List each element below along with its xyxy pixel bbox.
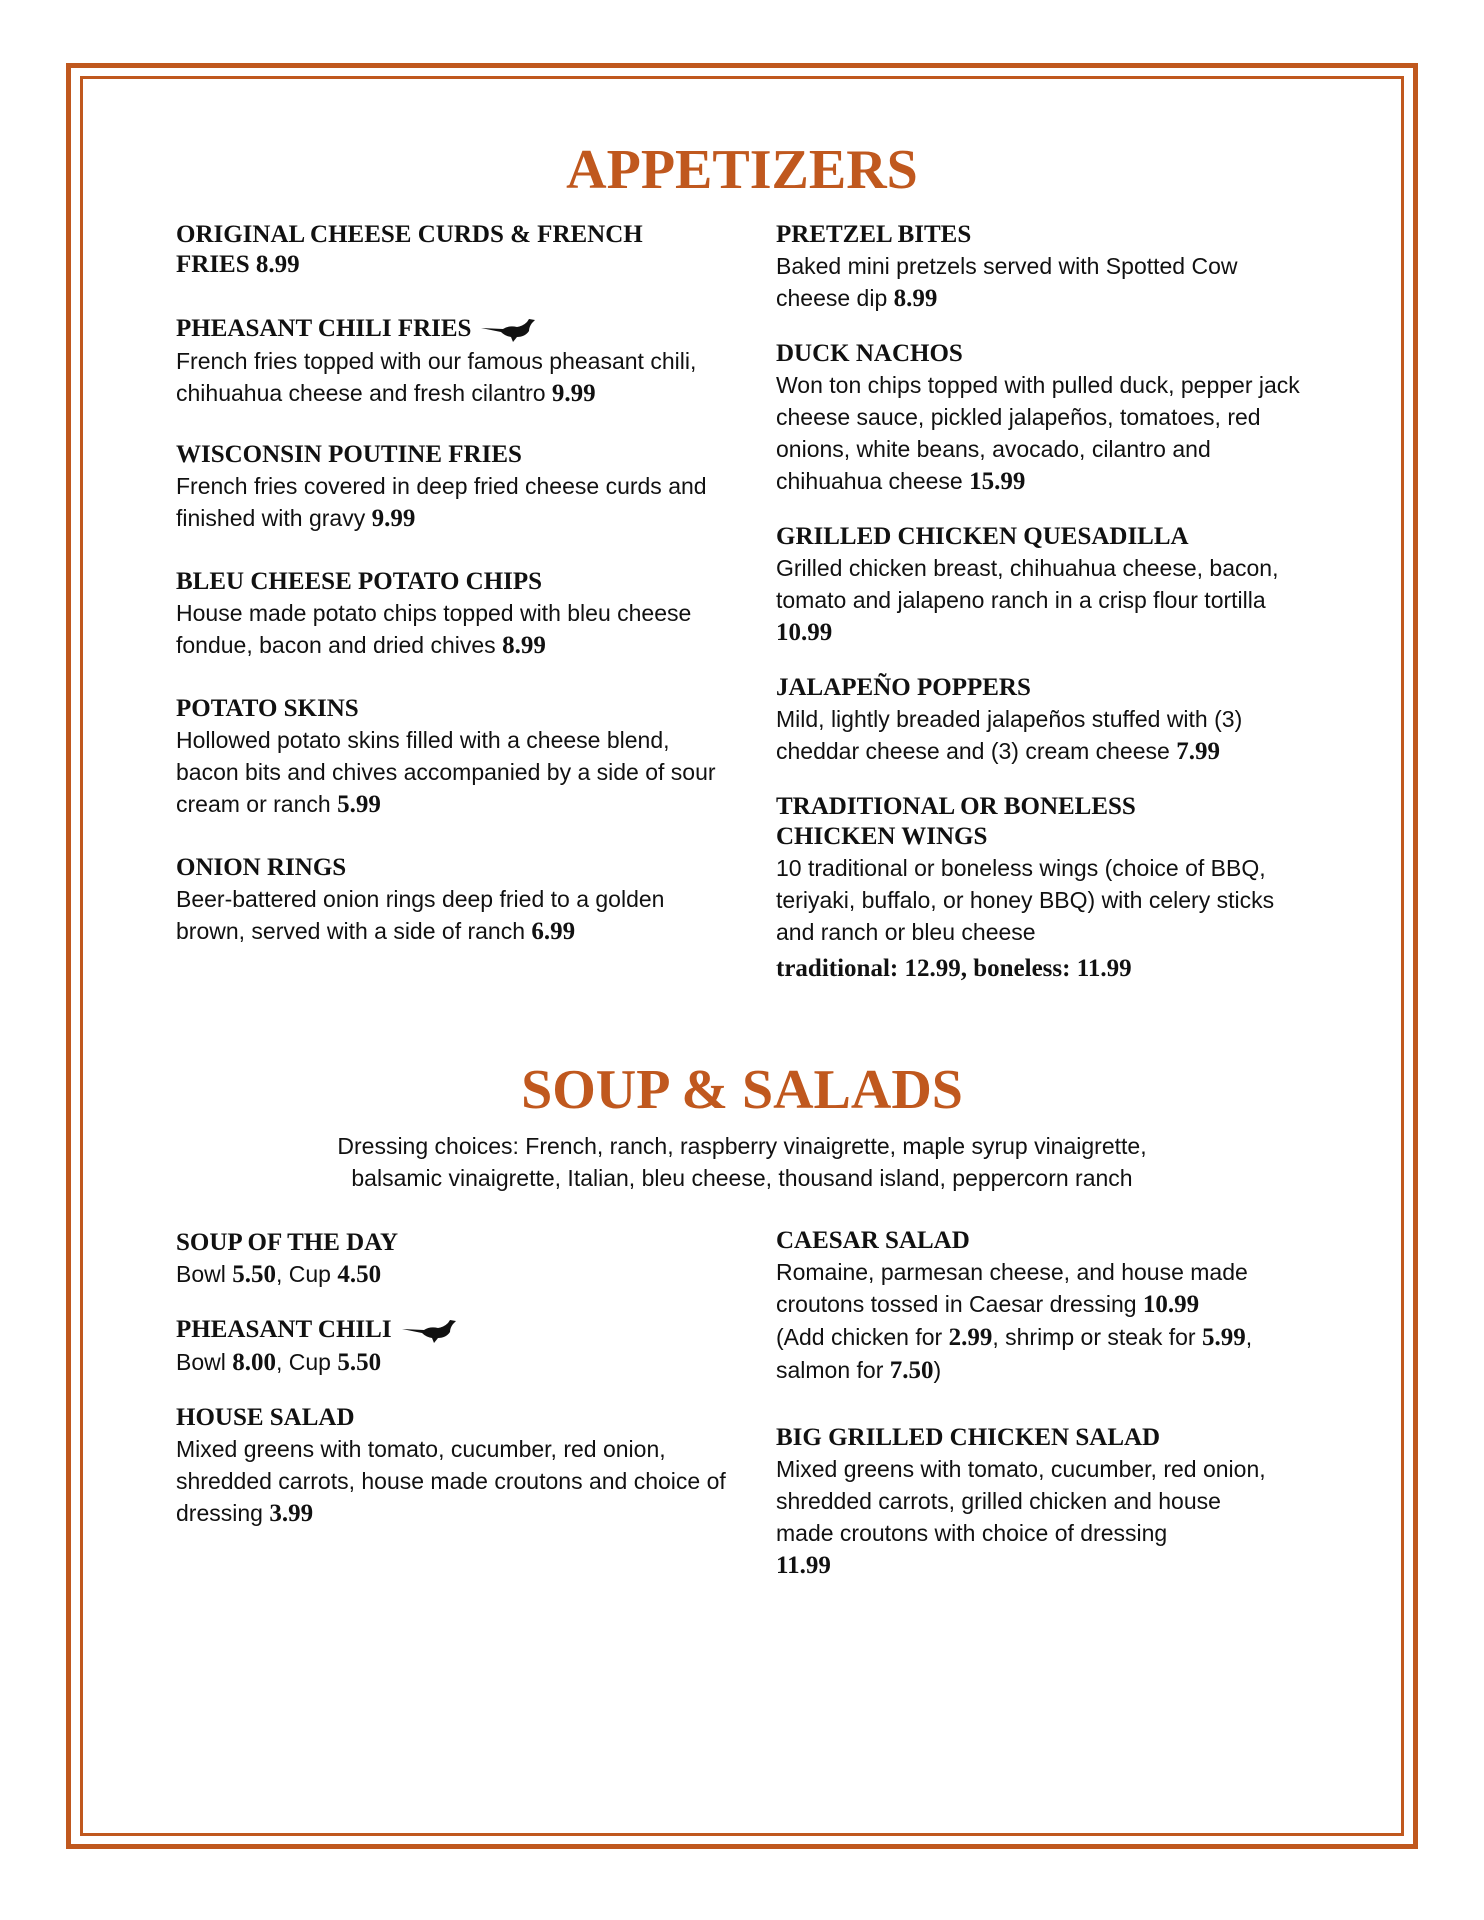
item-description: French fries topped with our famous pheasant chili, chihuahua cheese and fresh cilantro [176, 348, 697, 407]
cup-label: , Cup [276, 1349, 331, 1376]
menu-item [776, 673, 1316, 768]
add-on-text: (Add chicken for [776, 1324, 943, 1350]
menu-item [176, 440, 736, 535]
item-name: PRETZEL BITES [776, 221, 972, 248]
menu-item [176, 694, 736, 821]
item-price: 10.99 [776, 619, 833, 646]
item-price: 6.99 [531, 918, 576, 946]
item-price: 9.99 [371, 505, 416, 533]
bowl-price: 8.00 [232, 1349, 276, 1377]
item-description: Romaine, parmesan cheese, and house made croutons tossed in Caesar dressing [776, 1259, 1248, 1317]
item-price: 7.99 [1176, 738, 1220, 765]
menu-item [776, 1423, 1276, 1582]
menu-item [176, 1403, 736, 1530]
item-name: SOUP OF THE DAY [176, 1229, 399, 1256]
item-price: 15.99 [969, 468, 1026, 495]
item-name: DUCK NACHOS [776, 340, 963, 367]
appetizers-left-column [176, 220, 736, 948]
item-price: traditional: 12.99, boneless: 11.99 [776, 955, 1132, 982]
item-name: POTATO SKINS [176, 695, 359, 723]
item-price: 10.99 [1142, 1291, 1200, 1318]
cup-price: 4.50 [337, 1261, 382, 1288]
bowl-price: 5.50 [232, 1261, 276, 1288]
item-description: Baked mini pretzels served with Spotted Cow cheese dip [776, 253, 1238, 311]
add-chicken-price: 2.99 [948, 1324, 993, 1351]
item-description: Grilled chicken breast, chihuahua cheese, bacon, tomato and jalapeno ranch in a crisp flour tortilla [776, 555, 1279, 613]
menu-item [776, 522, 1316, 649]
item-price: 8.99 [502, 632, 546, 660]
pheasant-icon [479, 315, 539, 345]
cup-price: 5.50 [337, 1349, 382, 1377]
pheasant-icon [400, 1316, 460, 1346]
item-description: 10 traditional or boneless wings (choice of BBQ, teriyaki, buffalo, or honey BBQ) with celery sticks and ranch or bleu cheese [776, 855, 1275, 945]
menu-item [776, 220, 1316, 315]
item-description: Mixed greens with tomato, cucumber, red onion, shredded carrots, house made croutons and choice of dressing [176, 1436, 726, 1527]
menu-item [176, 1315, 736, 1379]
menu-item [176, 1228, 736, 1291]
item-description: Hollowed potato skins filled with a cheese blend, bacon bits and chives accompanied by a side of sour cream or ranch [176, 727, 716, 818]
item-name: CAESAR SALAD [776, 1227, 970, 1254]
item-name: ORIGINAL CHEESE CURDS & FRENCH FRIES [176, 221, 643, 278]
appetizers-right-column [776, 220, 1316, 986]
soups-left-column [176, 1228, 736, 1530]
item-price: 8.99 [893, 285, 938, 312]
item-name: BIG GRILLED CHICKEN SALAD [776, 1424, 1161, 1451]
appetizers-title: APPETIZERS [566, 139, 918, 201]
item-price: 5.99 [337, 791, 381, 819]
item-price: 11.99 [776, 1552, 831, 1579]
menu-item [176, 314, 736, 410]
item-name: TRADITIONAL OR BONELESS CHICKEN WINGS [776, 793, 1136, 850]
add-salmon-price: 7.50 [889, 1357, 934, 1384]
item-description: Mixed greens with tomato, cucumber, red onion, shredded carrots, grilled chicken and house made croutons with choice of dressing [776, 1456, 1266, 1546]
soup-salads-title: SOUP & SALADS [521, 1059, 963, 1121]
menu-item [176, 853, 736, 948]
menu-item [776, 339, 1316, 498]
item-price: 3.99 [269, 1500, 314, 1528]
cup-label: , Cup [276, 1261, 331, 1287]
soups-right-column [776, 1226, 1276, 1582]
item-name: WISCONSIN POUTINE FRIES [176, 441, 522, 469]
item-name: GRILLED CHICKEN QUESADILLA [776, 523, 1189, 550]
item-price: 9.99 [551, 380, 596, 408]
add-on-text: ) [933, 1357, 942, 1383]
item-description: French fries covered in deep fried cheese curds and finished with gravy [176, 473, 707, 532]
item-description: Beer-battered onion rings deep fried to a golden brown, served with a side of ranch [176, 886, 665, 945]
item-name: JALAPEÑO POPPERS [776, 674, 1031, 701]
item-price: 8.99 [255, 251, 300, 278]
menu-item [776, 1226, 1276, 1387]
item-name: BLEU CHEESE POTATO CHIPS [176, 568, 543, 596]
item-description: Won ton chips topped with pulled duck, pepper jack cheese sauce, pickled jalapeños, tomatoes, red onions, white beans, avocado, cilantro and chihuahua cheese [776, 372, 1300, 494]
item-name: PHEASANT CHILI FRIES [176, 315, 472, 342]
item-name: HOUSE SALAD [176, 1404, 355, 1432]
dressing-choices-line2: balsamic vinaigrette, Italian, bleu cheese, thousand island, peppercorn ranch [351, 1165, 1133, 1191]
item-name: ONION RINGS [176, 854, 347, 882]
menu-item [176, 567, 736, 662]
menu-item [776, 792, 1316, 986]
item-description: House made potato chips topped with bleu cheese fondue, bacon and dried chives [176, 600, 692, 659]
dressing-choices-line1: Dressing choices: French, ranch, raspberry vinaigrette, maple syrup vinaigrette, [337, 1133, 1147, 1159]
item-description: Mild, lightly breaded jalapeños stuffed with (3) cheddar cheese and (3) cream cheese [776, 706, 1243, 764]
add-on-text: , shrimp or steak for [992, 1324, 1196, 1350]
add-on-text: , salmon for [776, 1324, 1253, 1383]
add-shrimp-steak-price: 5.99 [1201, 1324, 1246, 1351]
menu-item [176, 220, 736, 280]
bowl-label: Bowl [176, 1261, 226, 1287]
bowl-label: Bowl [176, 1349, 226, 1376]
item-name: PHEASANT CHILI [176, 1316, 392, 1343]
